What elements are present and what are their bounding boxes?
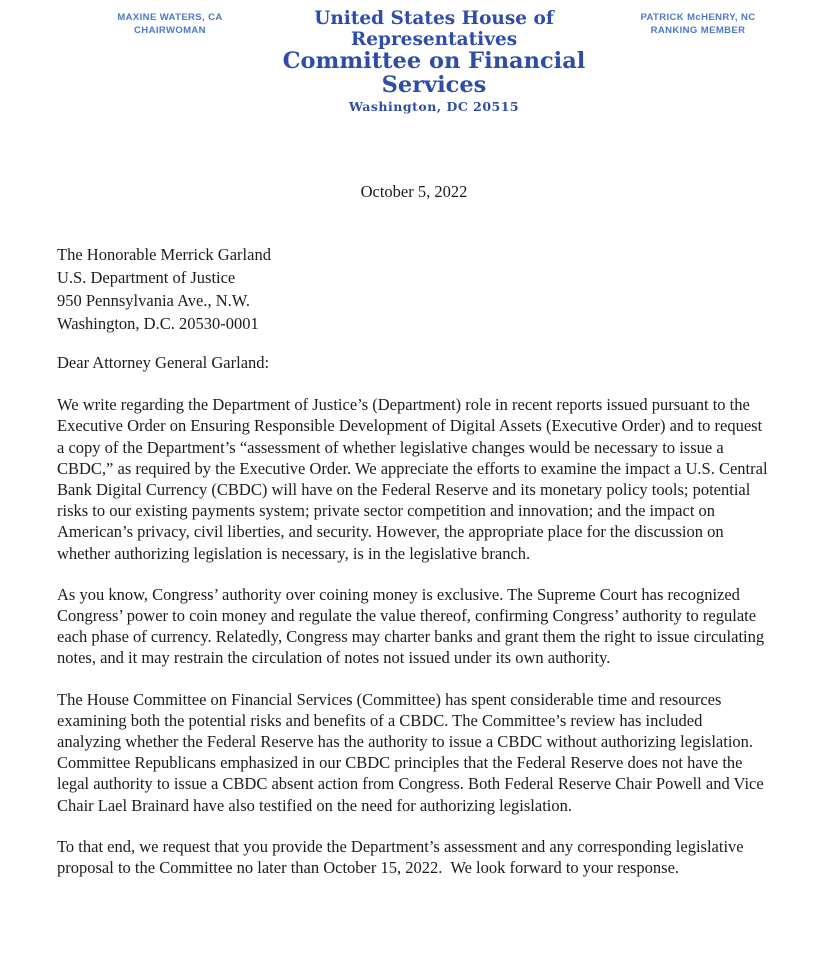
masthead-line1: United States House of Representatives — [314, 8, 554, 50]
chairwoman-block — [70, 9, 270, 38]
recipient-line: 950 Pennsylvania Ave., N.W. — [57, 291, 250, 311]
ranking-member-block — [598, 9, 798, 38]
salutation: Dear Attorney General Garland: — [57, 353, 270, 373]
committee-masthead — [270, 9, 598, 115]
letter-body — [0, 243, 828, 878]
masthead-line3: Washington, DC 20515 — [348, 98, 520, 114]
recipient-line: Washington, D.C. 20530-0001 — [57, 314, 259, 334]
recipient-line: U.S. Department of Justice — [57, 268, 236, 288]
ranking-member-name: PATRICK McHENRY, NC — [640, 12, 756, 23]
recipient-line: The Honorable Merrick Garland — [57, 245, 271, 265]
chairwoman-title: CHAIRWOMAN — [134, 24, 206, 36]
chairwoman-name: MAXINE WATERS, CA — [117, 12, 223, 23]
paragraph: The House Committee on Financial Services (Committee) has spent considerable time and resources examining both the potential risks and benefits of a CBDC. The Committee’s review has included analyzing whether the Federal Reserve has the authority to issue a CBDC without authorizing legislation. Committee Republicans emphasized in our CBDC principles that the Federal Reserve does not have the legal authority to issue a CBDC absent action from Congress. Both Federal Reserve Chair Powell and Vice Chair Lael Brainard have also testified on the need for authorizing legislation. — [57, 689, 768, 815]
masthead-line2: Committee on Financial Services — [282, 48, 586, 99]
paragraph: As you know, Congress’ authority over coining money is exclusive. The Supreme Court has recognized Congress’ power to coin money and regulate the value thereof, confirming Congress’ authority to regulate each phase of currency. Relatedly, Congress may charter banks and grant them the right to issue circulating notes, and it may restrain the circulation of notes not issued under its own authority. — [57, 584, 769, 668]
ranking-member-title: RANKING MEMBER — [650, 24, 746, 36]
paragraph: We write regarding the Department of Justice’s (Department) role in recent reports issued pursuant to the Executive Order on Ensuring Responsible Development of Digital Assets (Executive Order) and to request a copy of the Department’s “assessment of whether legislative changes would be necessary to issue a CBDC,” as required by the Executive Order. We appreciate the efforts to examine the impact a U.S. Central Bank Digital Currency (CBDC) will have on the Federal Reserve and its monetary policy tools; potential risks to our existing payments system; private sector competition and innovation; and the impact on American’s privacy, civil liberties, and security. However, the appropriate place for the discussion on whether authorizing legislation is necessary, is in the legislative branch. — [57, 395, 772, 563]
paragraph: To that end, we request that you provide the Department’s assessment and any corresponding legislative proposal to the Committee no later than October 15, 2022. We look forward to your response. — [57, 836, 748, 878]
letter-date: October 5, 2022 — [360, 182, 468, 202]
recipient-address — [57, 243, 769, 335]
letterhead — [0, 0, 828, 115]
